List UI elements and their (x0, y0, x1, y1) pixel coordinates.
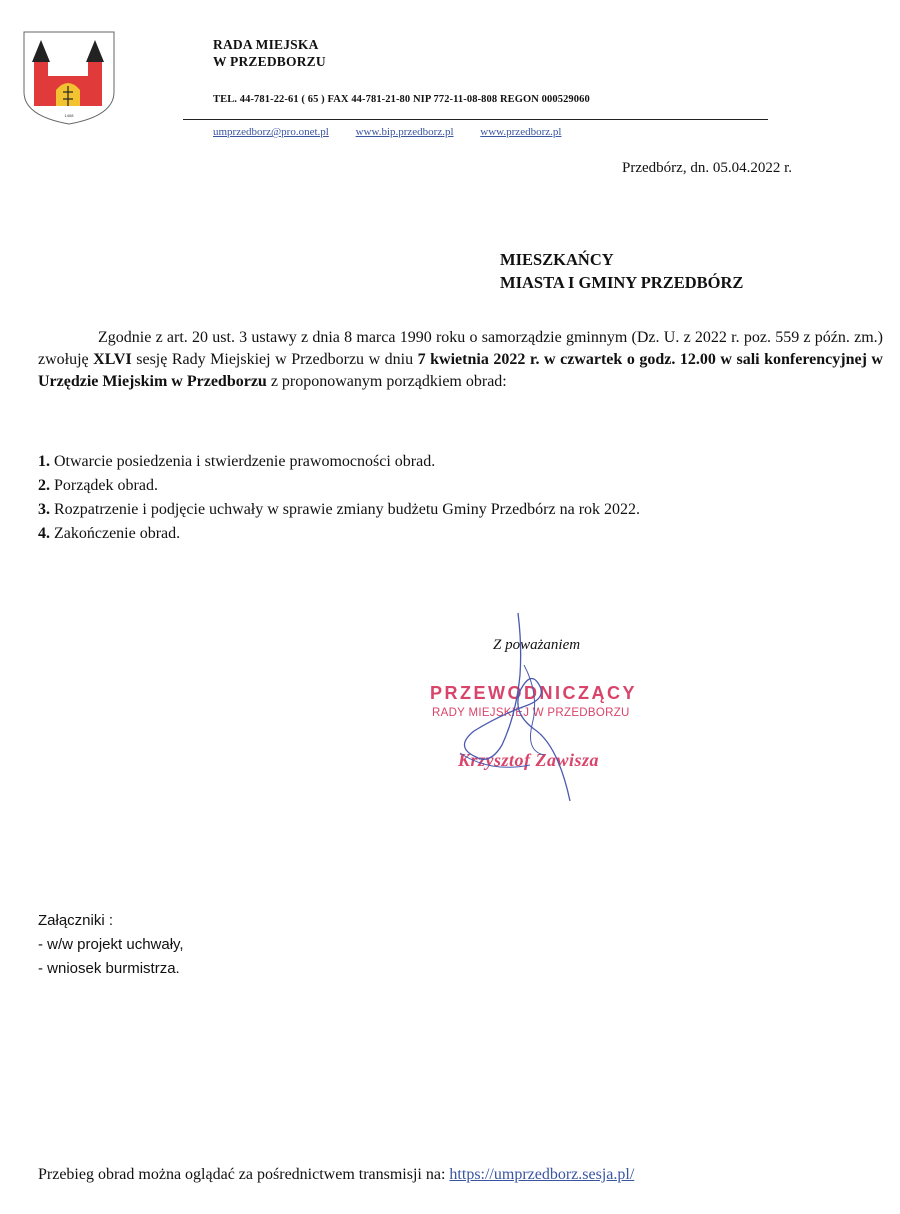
agenda-item (38, 474, 640, 498)
attachment-item: - w/w projekt uchwały, (38, 936, 184, 953)
website-link[interactable]: www.przedborz.pl (480, 126, 562, 138)
broadcast-link[interactable]: https://umprzedborz.sesja.pl/ (449, 1166, 635, 1183)
agenda-list (38, 450, 640, 546)
crest-year: 1408 (64, 113, 74, 118)
body-text-2: sesję Rady Miejskiej w Przedborzu w dniu (131, 351, 418, 368)
agenda-item (38, 498, 640, 522)
footer (38, 1166, 634, 1184)
addressee-line-1: MIESZKAŃCY (500, 250, 614, 269)
session-when-where: 7 kwietnia 2022 r. w czwartek o godz. 12.00 w sali konferencyjnej w Urzędzie Miejskim w Przedborzu (38, 351, 883, 390)
agenda-number: 3. (38, 501, 50, 518)
addressee-line-2: MIASTA I GMINY PRZEDBÓRZ (500, 273, 744, 292)
session-number: XLVI (93, 351, 132, 368)
body-text-1: Zgodnie z art. 20 ust. 3 ustawy z dnia 8 marca 1990 roku o samorządzie gminnym (Dz. U. z 2022 r. poz. 559 z późn. zm.) zwołuję (38, 329, 883, 368)
bip-link[interactable]: www.bip.przedborz.pl (355, 126, 454, 138)
org-line-2: W PRZEDBORZU (213, 54, 326, 69)
body-paragraph (38, 327, 883, 393)
letter-body (38, 327, 883, 393)
agenda-number: 1. (38, 453, 50, 470)
agenda-text: Otwarcie posiedzenia i stwierdzenie prawomocności obrad. (50, 453, 436, 470)
org-line-1: RADA MIEJSKA (213, 37, 319, 52)
handwritten-signature (420, 605, 640, 805)
contact-line: TEL. 44-781-22-61 ( 65 ) FAX 44-781-21-80 NIP 772-11-08-808 REGON 000529060 (213, 94, 590, 105)
stamp-subtitle: RADY MIEJSKIEJ W PRZEDBORZU (432, 707, 630, 719)
regards: Z poważaniem (493, 637, 581, 653)
footer-text: Przebieg obrad można oglądać za pośrednictwem transmisji na: (38, 1166, 450, 1183)
agenda-text: Porządek obrad. (50, 477, 158, 494)
email-link[interactable]: umprzedborz@pro.onet.pl (213, 126, 329, 138)
organization-name (213, 36, 326, 70)
agenda-number: 2. (38, 477, 50, 494)
city-crest-logo (22, 30, 116, 126)
stamp-title: PRZEWODNICZĄCY (430, 683, 637, 703)
header-links (213, 126, 585, 138)
agenda-item (38, 450, 640, 474)
agenda-text: Rozpatrzenie i podjęcie uchwały w sprawie zmiany budżetu Gminy Przedbórz na rok 2022. (50, 501, 641, 518)
agenda-text: Zakończenie obrad. (50, 525, 181, 542)
letter-date: Przedbórz, dn. 05.04.2022 r. (622, 160, 792, 176)
attachments (38, 909, 184, 981)
header-divider (183, 119, 768, 120)
attachments-label: Załączniki : (38, 912, 114, 929)
addressee (500, 248, 743, 294)
stamp-name: Krzysztof Zawisza (458, 750, 600, 770)
body-text-3: z proponowanym porządkiem obrad: (266, 373, 507, 390)
agenda-number: 4. (38, 525, 50, 542)
agenda-item (38, 522, 640, 546)
attachment-item: - wniosek burmistrza. (38, 960, 180, 977)
